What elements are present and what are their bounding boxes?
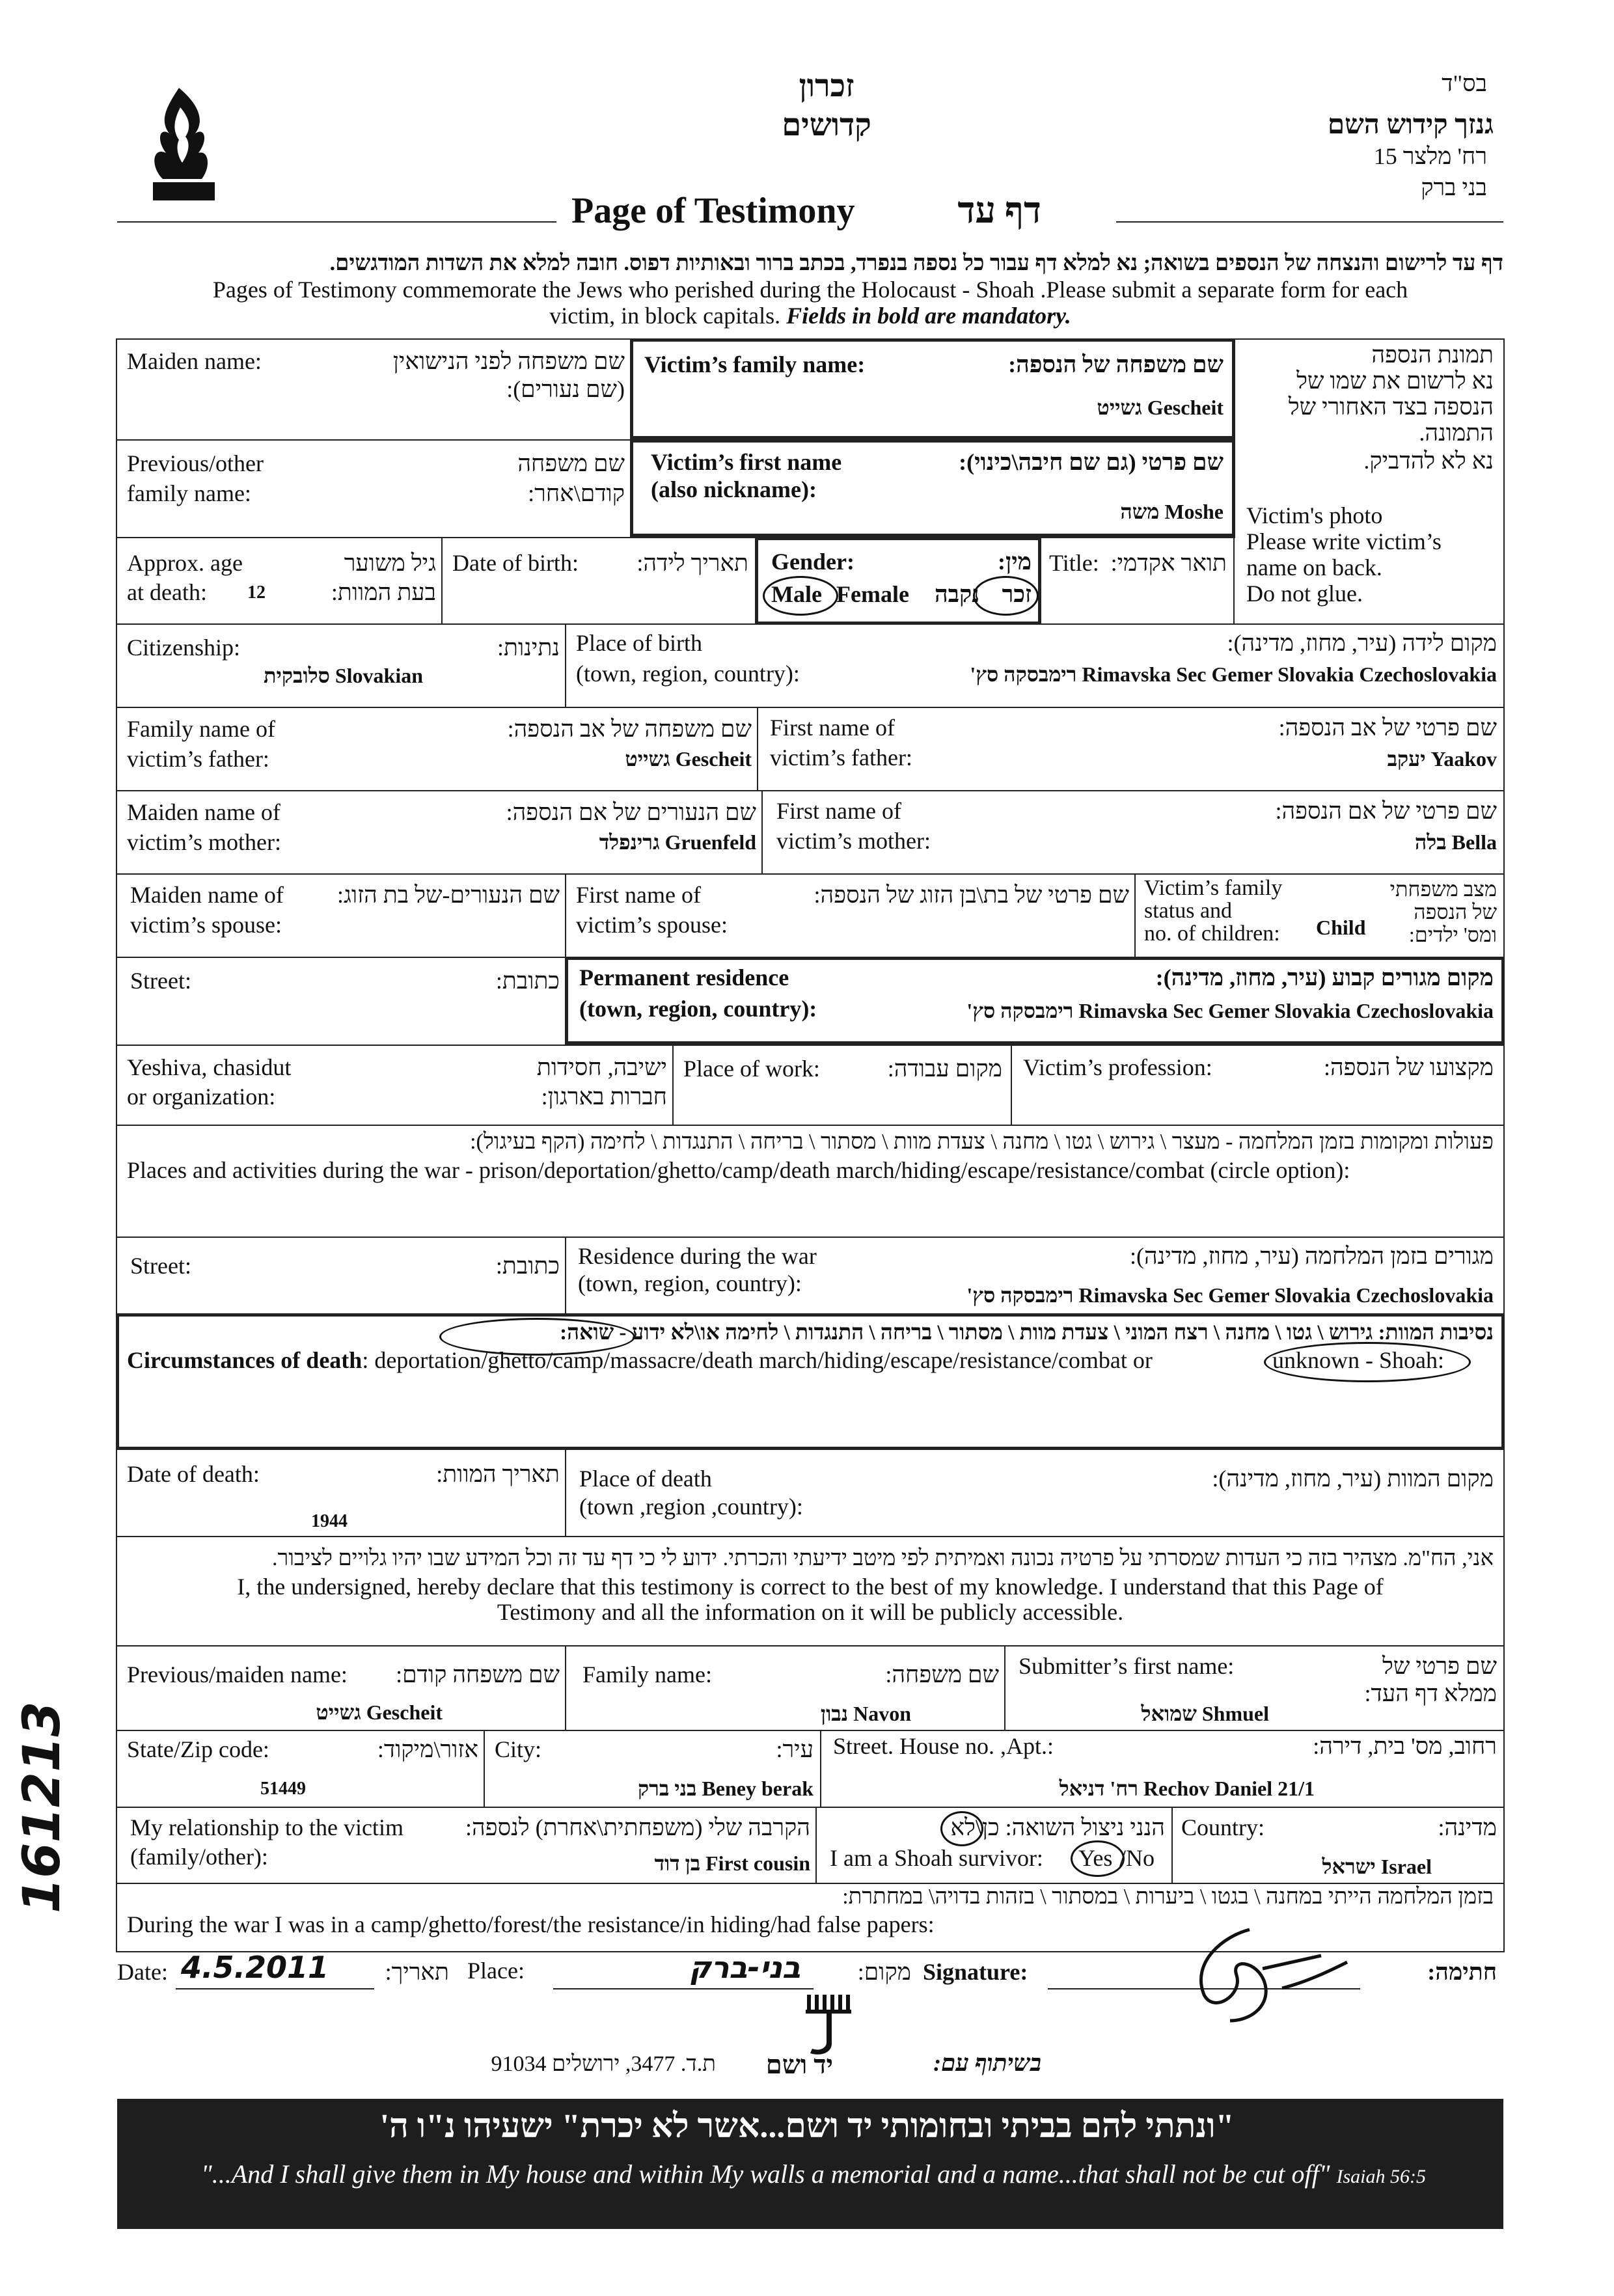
father-first-label-he: שם פרטי של אב הנספה: [1278, 715, 1497, 741]
mother-first-label-en-2: victim’s mother: [776, 828, 931, 854]
father-family-label-en-2: victim’s father: [127, 746, 269, 772]
dod-label-en: Date of death: [127, 1461, 260, 1487]
photo-note-en-1: Victim's photo [1246, 502, 1383, 528]
status-label-he-2: של הנספה [1414, 900, 1497, 923]
gender-option-male[interactable]: Male [771, 581, 822, 607]
war-res-label-en-1: Residence during the war [578, 1243, 817, 1269]
grid-line [116, 790, 1505, 791]
father-first-label-en-1: First name of [770, 715, 895, 741]
submitter-first-label-he-1: שם פרטי של [1382, 1653, 1497, 1679]
header-title-he-2: קדושים [782, 108, 871, 143]
grid-line [116, 873, 1505, 875]
photo-note-en-4: Do not glue. [1246, 581, 1363, 607]
war-res-label-he: מגורים בזמן המלחמה (עיר, מחוז, מדינה): [1129, 1243, 1494, 1269]
gender-male-circle [763, 576, 838, 616]
spouse-first-label-he: שם פרטי של בת\בן הזוג של הנספה: [814, 882, 1129, 908]
bsd-mark: בס"ד [1442, 70, 1487, 96]
status-label-en-2: status and [1144, 899, 1233, 923]
submitter-prev-value: Gescheit גשייט [316, 1701, 443, 1724]
grid-line [1134, 873, 1136, 957]
submitter-street-value: Rechov Daniel 21/1 רח' דניאל [1059, 1777, 1315, 1800]
maiden-name-label-he-2: (שם נעורים): [506, 376, 625, 402]
yad-vashem-address-he: ת.ד. 3477, ירושלים 91034 [491, 2052, 716, 2076]
age-label-en-2: at death: [127, 579, 207, 605]
quote-en [130, 2159, 1497, 2189]
submitter-state-label-he: אזור\מיקוד: [377, 1736, 478, 1762]
photo-note-he-1: תמונת הנספה [1371, 342, 1494, 368]
submitter-city-value: Beney berak בני ברק [637, 1777, 814, 1800]
victim-first-name-label-en-2: (also nickname): [651, 476, 817, 502]
submitter-street-label-en: Street. House no. ,Apt.: [833, 1733, 1054, 1759]
grid-line [757, 707, 758, 790]
dod-label-he: תאריך המוות: [436, 1461, 560, 1487]
declaration-en-1: I, the undersigned, hereby declare that this testimony is correct to the best of my knowledge. I understand that this Page of [237, 1574, 1384, 1600]
status-value: Child [1316, 916, 1366, 939]
grid-line [116, 1730, 1505, 1731]
survivor-option-no[interactable]: /No [1119, 1845, 1155, 1871]
circumstances-label: Circumstances of death [127, 1347, 362, 1373]
photo-note-en-3: name on back. [1246, 554, 1382, 581]
survivor-he-yes-circle [940, 1811, 983, 1846]
intro-en-1: Pages of Testimony commemorate the Jews who perished during the Holocaust - Shoah .Please submit a separate form for each [212, 277, 1408, 303]
submitter-city-label-he: עיר: [776, 1736, 814, 1762]
survivor-yes-circle [1071, 1840, 1125, 1877]
perm-res-label-he: מקום מגורים קבוע (עיר, מחוז, מדינה): [1155, 964, 1494, 991]
submitter-state-value: 51449 [260, 1779, 306, 1799]
submitter-prev-label-en: Previous/maiden name: [127, 1661, 348, 1688]
photo-note-he-5: נא לא להדביק. [1363, 448, 1494, 474]
prev-family-label-en-1: Previous/other [127, 450, 264, 476]
date-line [176, 1988, 374, 1989]
relationship-value: First cousin בן דוד [654, 1852, 810, 1875]
declaration-he: אני, הח"מ. מצהיר בזה כי העדות שמסרתי על פרטיה נכונה ואמיתית לפי מיטב ידיעתי והכרתי. ידוע לי כי דף עד זה וכל המידע שבו יהיו גלויים לציבור. [272, 1546, 1494, 1570]
father-first-label-en-2: victim’s father: [770, 745, 912, 771]
war-res-value: Rimavska Sec Gemer Slovakia Czechoslovakia רימבסקה סץ' [966, 1283, 1494, 1307]
prev-family-label-he-2: קודם\אחר: [528, 480, 625, 506]
activities-he: פעולות ומקומות בזמן המלחמה - מעצר \ גירוש \ גטו \ מחנה \ צעדת מוות \ מסתור \ בריחה \ התנגדות \ לחימה (הקף בעיגול): [470, 1130, 1494, 1154]
victim-first-name-label-en-1: Victim’s first name [651, 449, 842, 475]
activities-en: Places and activities during the war - prison/deportation/ghetto/camp/death march/hiding/escape/resistance/combat (circle option): [127, 1157, 1350, 1183]
father-family-value: Gescheit גשייט [625, 747, 752, 771]
pob-label-en-1: Place of birth [576, 630, 702, 656]
submitter-family-label-he: שם משפחה: [885, 1661, 999, 1688]
signature-label-he: חתימה: [1427, 1959, 1497, 1985]
gender-he-male-circle [973, 576, 1039, 616]
intro-en-2 [117, 303, 1503, 329]
place-label-he: מקום: [857, 1959, 911, 1985]
grid-line [116, 707, 1505, 708]
photo-note-en-2: Please write victim’s [1246, 528, 1442, 554]
citizenship-label-en: Citizenship: [127, 635, 240, 661]
circumstances-he: נסיבות המוות: גירוש \ גטו \ מחנה \ רצח המוני \ צעדת מוות \ מסתור \ בריחה \ התנגדות \ לחימה או\לא ידוע - שואה: [560, 1321, 1494, 1345]
victim-family-name-label-en: Victim’s family name: [644, 351, 866, 377]
title-label-en: Title: [1049, 550, 1099, 576]
status-label-he-3: ומס' ילדים: [1408, 923, 1497, 946]
pob-label-en-2: (town, region, country): [576, 661, 800, 687]
war-location-he: בזמן המלחמה הייתי במחנה \ בגטו \ ביערות \ במסתור \ בזהות בדויה\ במחתרת: [842, 1885, 1494, 1909]
relationship-label-en-1: My relationship to the victim [130, 1814, 404, 1840]
age-label-en-1: Approx. age [127, 550, 243, 576]
intro-en-2-text: victim, in block capitals. [549, 303, 781, 329]
spouse-first-label-en-2: victim’s spouse: [576, 912, 728, 938]
photo-note-he-4: התמונה. [1419, 420, 1494, 446]
citizenship-label-he: נתינות: [497, 635, 560, 661]
father-family-label-he: שם משפחה של אב הנספה: [507, 716, 752, 742]
submitter-prev-label-he: שם משפחה קודם: [396, 1661, 560, 1688]
age-label-he-2: בעת המוות: [331, 579, 436, 605]
spouse-first-label-en-1: First name of [576, 882, 701, 908]
survivor-option-yes[interactable]: Yes [1078, 1845, 1113, 1871]
spouse-maiden-label-en-1: Maiden name of [130, 882, 284, 908]
quote-en-text: "...And I shall give them in My house and within My walls a memorial and a name...that shall not be cut off" [200, 2159, 1330, 2189]
street-label-he: כתובת: [495, 968, 560, 994]
place-line [553, 1988, 814, 1989]
victim-family-name-label-he: שם משפחה של הנספה: [1008, 351, 1224, 377]
gender-label-he: מין: [998, 549, 1032, 575]
survivor-label-he [827, 1814, 1165, 1841]
mother-maiden-label-en-1: Maiden name of [127, 799, 280, 825]
quote-ref: Isaiah 56:5 [1336, 2166, 1427, 2187]
grid-line [441, 537, 443, 623]
perm-res-label-en-2: (town, region, country): [579, 996, 817, 1022]
grid-line [1233, 537, 1235, 623]
mother-maiden-value: Gruenfeld גרינפלד [599, 830, 756, 854]
grid-line [116, 439, 630, 441]
grid-line [484, 1730, 485, 1807]
circumstances-selected-circle [1264, 1342, 1471, 1382]
date-label-he: תאריך: [385, 1959, 449, 1985]
grid-line [565, 623, 566, 707]
submitter-city-label-en: City: [495, 1736, 542, 1762]
header-rule-right [1116, 221, 1503, 223]
mother-first-value: Bella בלה [1414, 830, 1497, 854]
submitter-family-label-en: Family name: [582, 1661, 712, 1688]
quote-he: "ונתתי להם בביתי ובחומותי יד ושם...אשר לא יכרת" ישעיהו נ"ו ה' [379, 2108, 1235, 2145]
circumstances-en [127, 1347, 1153, 1374]
date-label-en: Date: [117, 1959, 168, 1985]
spouse-maiden-label-he: שם הנעורים-של בת הזוג: [337, 882, 560, 908]
place-value[interactable]: בני-ברק [689, 1950, 800, 1985]
grid-line [116, 1807, 1505, 1808]
grid-line [565, 1237, 566, 1313]
yad-vashem-flame-logo [140, 81, 225, 205]
org-address-2: בני ברק [1421, 174, 1487, 200]
signature-label-en: Signature: [923, 1959, 1028, 1985]
maiden-name-label-en: Maiden name: [127, 348, 262, 374]
mother-first-label-he: שם פרטי של אם הנספה: [1275, 798, 1497, 824]
status-label-en-3: no. of children: [1144, 922, 1280, 946]
grid-line [565, 1450, 566, 1536]
submitter-street-label-he: רחוב, מס' בית, דירה: [1313, 1733, 1497, 1759]
intro-en-mandatory: Fields in bold are mandatory. [786, 303, 1071, 329]
grid-line [820, 1730, 821, 1807]
mother-first-label-en-1: First name of [776, 798, 901, 824]
yeshiva-label-en-2: or organization: [127, 1084, 276, 1110]
page-title-he: דף עד [957, 191, 1041, 231]
circumstances-selected[interactable]: unknown - Shoah: [1272, 1347, 1444, 1373]
survivor-he-options[interactable]: כן\לא [950, 1814, 1000, 1840]
profession-label-he: מקצועו של הנספה: [1323, 1054, 1494, 1080]
grid-line [1011, 1045, 1012, 1125]
submitter-first-label-he-2: ממלא דף העד: [1364, 1680, 1497, 1706]
photo-note-he-2: נא לרשום את שמו של [1296, 368, 1494, 394]
country-label-en: Country: [1181, 1814, 1265, 1840]
submitter-state-label-en: State/Zip code: [127, 1736, 269, 1762]
mother-maiden-label-he: שם הנעורים של אם הנספה: [506, 799, 756, 825]
yeshiva-label-he-1: ישיבה, חסידות [536, 1054, 667, 1080]
org-address-1: רח' מלצר 15 [1373, 143, 1487, 169]
perm-res-label-en-1: Permanent residence [579, 964, 789, 991]
victim-first-name-label-he: שם פרטי (גם שם חיבה\כינוי): [959, 449, 1224, 475]
org-name-he: גנזך קידוש השם [1327, 110, 1494, 140]
pod-label-en-1: Place of death [579, 1466, 712, 1492]
declaration-en-2: Testimony and all the information on it will be publicly accessible. [497, 1599, 1124, 1625]
grid-line [116, 537, 1235, 538]
place-label-en: Place: [467, 1958, 525, 1984]
relationship-label-he: הקרבה שלי (משפחתית\אחרת) לנספה: [465, 1814, 810, 1840]
archive-number: 161213 [13, 1701, 72, 1913]
gender-option-he-female[interactable]: נקבה [934, 581, 979, 607]
street-label-en: Street: [130, 968, 191, 994]
spouse-maiden-label-en-2: victim’s spouse: [130, 912, 282, 938]
mother-maiden-label-en-2: victim’s mother: [127, 829, 281, 855]
citizenship-value: Slovakian סלובקית [264, 664, 423, 687]
grid-line [815, 1807, 817, 1883]
yeshiva-label-he-2: חברות בארגון: [541, 1084, 667, 1110]
perm-res-value: Rimavska Sec Gemer Slovakia Czechoslovakia רימבסקה סץ' [966, 999, 1494, 1022]
grid-line [1004, 1645, 1005, 1730]
war-street-label-he: כתובת: [495, 1253, 560, 1279]
prev-family-label-he-1: שם משפחה [517, 450, 625, 476]
intro-he: דף עד לרישום והנצחה של הנספים בשואה; נא למלא דף עבור כל נספה בנפרד, בכתב ברור ובאותיות דפוס. חובה למלא את השדות המודגשים. [329, 251, 1503, 275]
submitter-first-label-en: Submitter’s first name: [1019, 1653, 1235, 1679]
age-label-he-1: גיל משוער [344, 550, 436, 576]
circumstances-options: : deportation/ghetto/camp/massacre/death march/hiding/escape/resistance/combat or [362, 1347, 1153, 1373]
victim-family-name-value: Gescheit גשייט [1097, 396, 1224, 419]
age-value: 12 [247, 582, 266, 603]
survivor-label-en: I am a Shoah survivor: [830, 1845, 1043, 1871]
dod-value: 1944 [311, 1511, 348, 1531]
father-family-label-en-1: Family name of [127, 716, 275, 742]
page-title-en: Page of Testimony [571, 191, 855, 231]
pob-value: Rimavska Sec Gemer Slovakia Czechoslovakia רימבסקה סץ' [970, 663, 1497, 686]
grid-line [116, 1645, 1505, 1647]
war-street-label-en: Street: [130, 1253, 191, 1279]
photo-note-he-3: הנספה בצד האחורי של [1288, 394, 1494, 420]
submitter-family-value: Navon נבון [820, 1702, 911, 1725]
partner-label-he: בשיתוף עם: [933, 2050, 1041, 2076]
yeshiva-label-en-1: Yeshiva, chasidut [127, 1054, 292, 1080]
dob-label-en: Date of birth: [452, 550, 579, 576]
grid-line [116, 1237, 1505, 1238]
title-label-he: תואר אקדמי: [1110, 550, 1227, 576]
grid-line [116, 1536, 1505, 1537]
status-label-en-1: Victim’s family [1144, 876, 1283, 900]
country-label-he: מדינה: [1438, 1814, 1497, 1840]
victim-first-name-value: Moshe משה [1120, 500, 1224, 523]
gender-option-he-male[interactable]: זכר [1002, 581, 1032, 607]
grid-line [761, 790, 763, 873]
grid-line [1171, 1807, 1173, 1883]
survivor-he-text: הנני ניצול השואה: [1005, 1814, 1165, 1840]
pod-label-en-2: (town ,region ,country): [579, 1494, 803, 1520]
date-value[interactable]: 4.5.2011 [181, 1950, 329, 1985]
grid-line [672, 1045, 674, 1125]
status-label-he-1: מצב משפחתי [1389, 877, 1497, 901]
grid-line [116, 623, 1505, 625]
signature-scribble[interactable] [1152, 1917, 1367, 2027]
grid-line [116, 1045, 1505, 1046]
work-label-en: Place of work: [683, 1056, 820, 1082]
father-first-value: Yaakov יעקב [1387, 747, 1497, 771]
profession-label-en: Victim’s profession: [1023, 1054, 1212, 1080]
grid-line [116, 1125, 1505, 1126]
grid-line [565, 873, 566, 957]
grid-line [565, 1645, 566, 1730]
header-rule-left [117, 221, 556, 223]
country-value: Israel ישראל [1322, 1855, 1432, 1878]
pod-label-he: מקום המוות (עיר, מחוז, מדינה): [1212, 1466, 1494, 1492]
war-location-en: During the war I was in a camp/ghetto/forest/the resistance/in hiding/had false papers: [127, 1911, 935, 1937]
gender-label-en: Gender: [771, 549, 855, 575]
prev-family-label-en-2: family name: [127, 480, 251, 506]
relationship-label-en-2: (family/other): [130, 1844, 268, 1870]
work-label-he: מקום עבודה: [887, 1056, 1002, 1082]
header-title-he-1: זכרון [799, 69, 855, 103]
gender-option-female[interactable]: Female [836, 581, 909, 607]
pob-label-he: מקום לידה (עיר, מחוז, מדינה): [1227, 630, 1497, 656]
yad-vashem-name-he: יד ושם [765, 2050, 833, 2079]
dob-label-he: תאריך לידה: [636, 550, 748, 576]
war-res-label-en-2: (town, region, country): [578, 1270, 802, 1296]
maiden-name-label-he-1: שם משפחה לפני הנישואין [392, 348, 625, 374]
submitter-first-value: Shmuel שמואל [1141, 1702, 1269, 1725]
